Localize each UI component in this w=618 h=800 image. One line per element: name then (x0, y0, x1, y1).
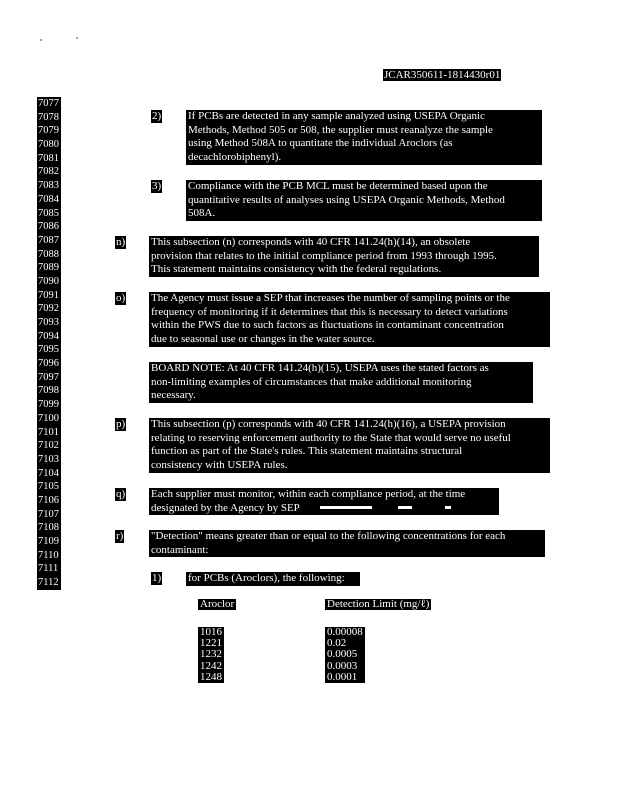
text-line: function as part of the State's rules. This statement maintains structural (151, 445, 463, 458)
paragraph-r1 (186, 572, 360, 586)
line-number: 7094 (38, 330, 59, 342)
line-number: 7104 (38, 467, 59, 479)
item-label-o: o) (116, 292, 126, 304)
table-cell-aroclor: 1221 (200, 637, 222, 650)
text-line: This subsection (n) corresponds with 40 CFR 141.24(h)(14), an obsolete (151, 236, 471, 248)
table-cell-aroclor: 1016 (200, 626, 222, 638)
paragraph-n (149, 236, 539, 277)
line-number: 7098 (38, 385, 59, 397)
table-cell-detection-limit: 0.00008 (327, 626, 363, 638)
text-line: Each supplier must monitor, within each compliance period, at the time (151, 488, 466, 500)
table-cell-aroclor: 1248 (200, 670, 222, 683)
paragraph-q (149, 488, 499, 515)
line-number: 7078 (38, 111, 59, 123)
text-line: contaminant: (151, 543, 209, 556)
aroclor-column (198, 627, 224, 683)
paragraph-2 (186, 110, 542, 165)
line-number: 7085 (38, 207, 59, 219)
table-cell-aroclor: 1232 (200, 648, 222, 661)
text-line: Methods, Method 505 or 508, the supplier must reanalyze the sample (188, 123, 493, 136)
text-line: decachlorobiphenyl). (188, 151, 282, 164)
item-label-q: q) (116, 488, 126, 500)
text-line: This statement maintains consistency with the federal regulations. (151, 263, 442, 276)
text-line: frequency of monitoring if it determines that this is necessary to detect variations (151, 305, 508, 318)
text-line: 508A. (188, 207, 216, 220)
text-line: necessary. (151, 389, 196, 402)
text-line: non-limiting examples of circumstances that make additional monitoring (151, 375, 472, 388)
line-number: 7107 (38, 508, 59, 520)
text-line: BOARD NOTE: At 40 CFR 141.24(h)(15), USEPA uses the stated factors as (151, 362, 489, 374)
line-number: 7099 (38, 399, 59, 411)
text-line: The Agency must issue a SEP that increases the number of sampling points or the (151, 292, 510, 304)
line-number: 7087 (38, 234, 59, 246)
line-number: 7100 (38, 412, 59, 424)
table-header-detection-limit: Detection Limit (mg/ℓ) (327, 598, 430, 610)
line-number: 7077 (38, 98, 59, 109)
redaction-mark (320, 506, 372, 509)
line-number: 7084 (38, 193, 59, 205)
redaction-mark (398, 506, 412, 509)
line-number: 7101 (38, 426, 59, 438)
paragraph-r (149, 530, 545, 557)
line-number: 7109 (38, 536, 59, 547)
line-number: 7091 (38, 289, 59, 301)
table-cell-detection-limit: 0.0003 (325, 661, 365, 672)
line-number: 7086 (38, 221, 59, 233)
text-line: designated by the Agency by SEP (151, 501, 300, 514)
board-note (149, 362, 533, 403)
text-line: relating to reserving enforcement authority to the State that would serve no useful (151, 431, 511, 444)
item-label-n: n) (116, 236, 126, 248)
table-cell-aroclor: 1242 (200, 659, 222, 672)
line-number: 7111 (37, 562, 61, 576)
text-line: quantitative results of analyses using USEPA Organic Methods, Method (188, 193, 505, 206)
line-number: 7092 (38, 303, 59, 315)
line-number: 7083 (38, 180, 59, 192)
text-line: This subsection (p) corresponds with 40 CFR 141.24(h)(16), a USEPA provision (151, 418, 506, 430)
text-line: within the PWS due to such factors as fluctuations in contaminant concentration (151, 319, 504, 332)
line-number: 7082 (38, 166, 59, 178)
line-number: 7080 (38, 139, 59, 151)
text-line: for PCBs (Aroclors), the following: (188, 572, 345, 584)
table-cell-detection-limit: 0.0005 (325, 649, 365, 660)
scan-speck (40, 39, 42, 41)
line-number: 7096 (38, 358, 59, 370)
paragraph-p (149, 418, 550, 473)
text-line: Compliance with the PCB MCL must be determined based upon the (188, 180, 488, 192)
text-line: provision that relates to the initial compliance period from 1993 through 1995. (151, 249, 497, 262)
item-label-2: 2) (152, 110, 162, 122)
line-number: 7097 (38, 371, 59, 383)
line-number: 7093 (38, 317, 59, 328)
paragraph-o (149, 292, 550, 347)
table-cell-detection-limit: 0.02 (325, 638, 365, 649)
line-number: 7112 (37, 576, 61, 590)
redaction-mark (445, 506, 451, 509)
item-label-r1: 1) (152, 572, 162, 584)
line-number: 7106 (38, 494, 59, 506)
line-number: 7108 (38, 522, 59, 534)
line-number: 7079 (38, 125, 59, 137)
document-id: JCAR350611-1814430r01 (384, 69, 501, 81)
text-line: due to seasonal use or changes in the water source. (151, 333, 375, 346)
line-number: 7090 (38, 275, 59, 287)
paragraph-3 (186, 180, 542, 221)
line-number: 7081 (38, 152, 59, 164)
line-number: 7102 (38, 440, 59, 452)
line-number: 7105 (38, 481, 59, 493)
line-number: 7088 (38, 248, 59, 260)
item-label-r: r) (116, 530, 124, 542)
line-number: 7095 (38, 344, 59, 356)
line-number: 7110 (37, 549, 61, 563)
table-header-aroclor: Aroclor (200, 598, 235, 610)
text-line: consistency with USEPA rules. (151, 459, 288, 472)
detection-limit-column (325, 627, 365, 683)
line-number: 7089 (38, 262, 59, 274)
line-number: 7103 (38, 453, 59, 465)
line-number-column (37, 97, 61, 590)
item-label-3: 3) (152, 180, 162, 192)
text-line: If PCBs are detected in any sample analyzed using USEPA Organic (188, 110, 485, 122)
text-line: using Method 508A to quantitate the individual Aroclors (as (188, 137, 453, 150)
text-line: "Detection" means greater than or equal to the following concentrations for each (151, 530, 506, 542)
table-cell-detection-limit: 0.0001 (325, 672, 365, 683)
item-label-p: p) (116, 418, 126, 430)
scan-speck (76, 37, 78, 39)
